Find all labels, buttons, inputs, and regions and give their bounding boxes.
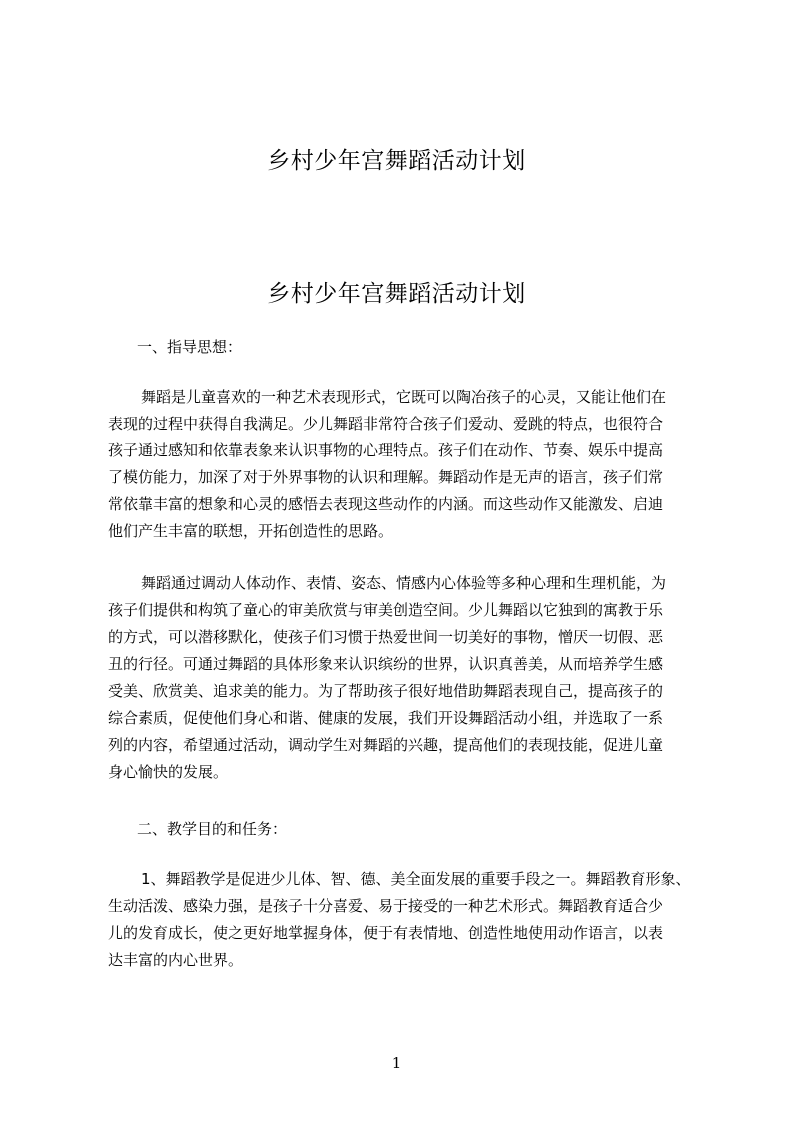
paragraph-line: 生动活泼、感染力强，是孩子十分喜爱、易于接受的一种艺术形式。舞蹈教育适合少 bbox=[108, 897, 664, 915]
paragraph-line: 受美、欣赏美、追求美的能力。为了帮助孩子很好地借助舞蹈表现自己，提高孩子的 bbox=[108, 682, 664, 700]
document-title: 乡村少年宫舞蹈活动计划 bbox=[267, 281, 526, 307]
paragraph-line: 他们产生丰富的联想，开拓创造性的思路。 bbox=[108, 522, 394, 540]
paragraph-line: 达丰富的内心世界。 bbox=[108, 951, 244, 969]
paragraph-line: 孩子们提供和构筑了童心的审美欣赏与审美创造空间。少儿舞蹈以它独到的寓教于乐 bbox=[108, 601, 664, 619]
paragraph-line: 综合素质，促使他们身心和谐、健康的发展，我们开设舞蹈活动小组，并选取了一系 bbox=[108, 709, 664, 727]
paragraph-line: 舞蹈通过调动人体动作、表情、姿态、情感内心体验等多种心理和生理机能，为 bbox=[141, 574, 667, 592]
paragraph-line: 表现的过程中获得自我满足。少儿舞蹈非常符合孩子们爱动、爱跳的特点，也很符合 bbox=[108, 415, 664, 433]
paragraph-line: 身心愉快的发展。 bbox=[108, 763, 229, 781]
document-header-title: 乡村少年宫舞蹈活动计划 bbox=[267, 148, 526, 174]
paragraph-line: 列的内容，希望通过活动，调动学生对舞蹈的兴趣，提高他们的表现技能，促进儿童 bbox=[108, 736, 664, 754]
paragraph-line: 常依靠丰富的想象和心灵的感悟去表现这些动作的内涵。而这些动作又能激发、启迪 bbox=[108, 495, 664, 513]
paragraph-line: 孩子通过感知和依靠表象来认识事物的心理特点。孩子们在动作、节奏、娱乐中提高 bbox=[108, 441, 664, 459]
paragraph-line: 了模仿能力，加深了对于外界事物的认识和理解。舞蹈动作是无声的语言，孩子们常 bbox=[108, 468, 664, 486]
paragraph-line: 舞蹈是儿童喜欢的一种艺术表现形式，它既可以陶冶孩子的心灵，又能让他们在 bbox=[141, 388, 667, 406]
page-number: 1 bbox=[391, 1054, 402, 1072]
section-heading-teaching-goals: 二、教学目的和任务： bbox=[137, 820, 288, 838]
paragraph-line: 1、舞蹈教学是促进少儿体、智、德、美全面发展的重要手段之一。舞蹈教育形象、 bbox=[141, 870, 691, 888]
paragraph-line: 的方式，可以潜移默化，使孩子们习惯于热爱世间一切美好的事物，憎厌一切假、恶 bbox=[108, 628, 664, 646]
paragraph-line: 丑的行径。可通过舞蹈的具体形象来认识缤纷的世界，认识真善美，从而培养学生感 bbox=[108, 655, 664, 673]
paragraph-line: 儿的发育成长，使之更好地掌握身体，便于有表情地、创造性地使用动作语言，以表 bbox=[108, 924, 664, 942]
section-heading-guiding-ideology: 一、指导思想： bbox=[137, 338, 243, 356]
